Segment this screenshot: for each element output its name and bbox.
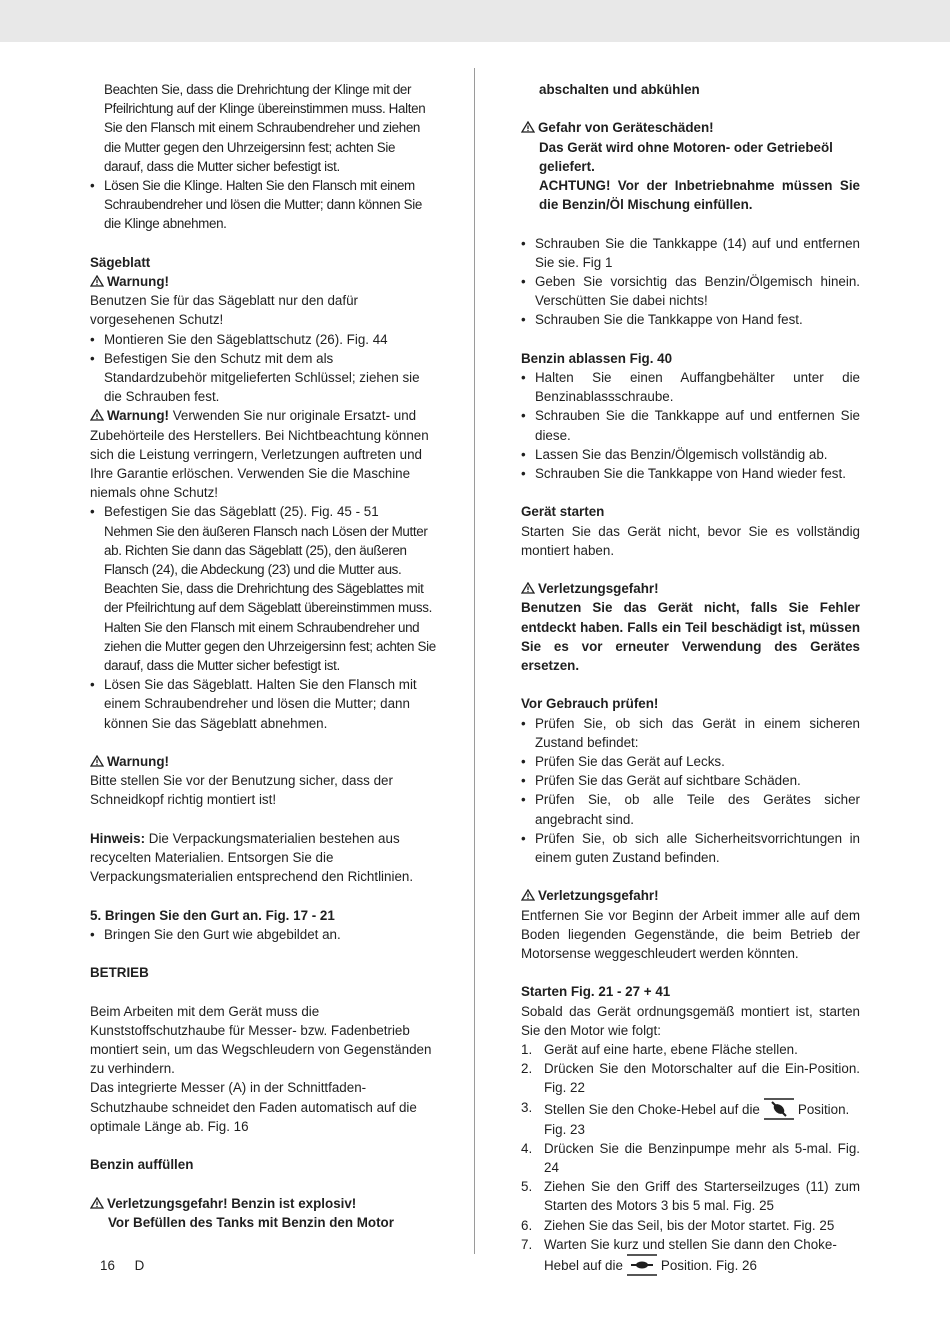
step-text: Drücken Sie den Motorschalter auf die Ein-Position. Fig. 22 (544, 1061, 860, 1096)
paragraph: Beim Arbeiten mit dem Gerät muss die Kunststoffschutzhaube für Messer- bzw. Fadenbetrieb montiert sein, um das Wegschleudern von Gegenständen zu verhindern. (90, 1003, 432, 1077)
choke-open-icon (626, 1254, 658, 1276)
warning-line (90, 752, 437, 771)
warning-label: Verletzungsgefahr! (538, 581, 659, 597)
bullet-item: • Schrauben Sie die Tankkappe auf und entfernen Sie diese. (521, 406, 860, 444)
note-label: Hinweis: (90, 830, 146, 846)
warning-text: Das Gerät wird ohne Motoren- oder Getriebeöl geliefert. (539, 139, 833, 174)
note-paragraph (90, 829, 437, 887)
warning-label: Gefahr von Geräteschäden! (538, 120, 714, 136)
section-heading: Gerät starten (521, 504, 605, 520)
paragraph: Beachten Sie, dass die Drehrichtung der Klinge mit der Pfeilrichtung auf der Klinge übereinstimmen muss. Halten Sie den Flansch mit einem Schraubendreher und ziehen die Mutter gegen den Uhrzeigersinn fest; achten Sie darauf, dass die Mutter sicher befestigt ist. (104, 82, 426, 174)
page-footer (100, 1256, 160, 1275)
bullet-item: • Befestigen Sie den Schutz mit dem als Standardzubehör mitgelieferten Schlüssel; ziehen sie die Schrauben fest. (90, 349, 437, 407)
bullet-item: • Befestigen Sie das Sägeblatt (25). Fig. 45 - 51 (90, 502, 437, 521)
warning-label: Verletzungsgefahr! Benzin ist explosiv! (107, 1195, 357, 1211)
bullet-item: • Prüfen Sie, ob sich das Gerät in einem sicheren Zustand befindet: (521, 714, 860, 752)
step-number: 7. (521, 1236, 533, 1252)
bullet-item: • Lösen Sie die Klinge. Halten Sie den Flansch mit einem Schraubendreher und lösen die Mutter; dann können Sie die Klinge abnehmen. (90, 176, 437, 234)
choke-closed-icon (763, 1098, 795, 1120)
language-code: D (134, 1258, 145, 1273)
bullet-item: • Schrauben Sie die Tankkappe von Hand fest. (521, 310, 860, 329)
numbered-step (521, 1216, 860, 1235)
paragraph: Das integrierte Messer (A) in der Schnittfaden-Schutzhaube schneidet den Faden automatisch auf die optimale Länge ab. Fig. 16 (90, 1080, 417, 1134)
warning-triangle-icon (521, 582, 535, 594)
step-text: Position. Fig. 26 (660, 1258, 757, 1274)
step-text: Gerät auf eine harte, ebene Fläche stellen. (544, 1042, 798, 1058)
warning-triangle-icon (521, 121, 535, 133)
bullet-continuation: Nehmen Sie den äußeren Flansch nach Lösen der Mutter ab. Richten Sie dann das Sägeblatt (25), den äußeren Flansch (24), die Abdeckung (23) und die Mutter aus. Beachten Sie, dass die Drehrichtung des Sägeblattes mit der Pfeilrichtung auf dem Sägeblatt übereinstimmen muss. Halten Sie den Flansch mit einem Schraubendreher und ziehen die Mutter gegen den Uhrzeigersinn fest; achten Sie darauf, dass die Mutter sicher befestigt ist. (104, 523, 436, 674)
section-heading: Benzin ablassen Fig. 40 (521, 350, 673, 366)
section-heading: Benzin auffüllen (90, 1157, 194, 1173)
numbered-step (521, 1059, 860, 1097)
step-number: 6. (521, 1217, 533, 1233)
bullet-item: • Prüfen Sie, ob sich alle Sicherheitsvorrichtungen in einem guten Zustand befinden. (521, 829, 860, 867)
warning-triangle-icon (90, 409, 104, 421)
bullet-item: • Prüfen Sie das Gerät auf sichtbare Schäden. (521, 771, 860, 790)
numbered-step (521, 1040, 860, 1059)
step-text: Drücken Sie die Benzinpumpe mehr als 5-mal. Fig. 24 (544, 1140, 860, 1176)
step-text: Ziehen Sie den Griff des Starterseilzuges (11) zum Starten des Motors 3 bis 5 mal. Fig. 25 (544, 1179, 860, 1214)
bullet-item: • Schrauben Sie die Tankkappe von Hand wieder fest. (521, 464, 860, 483)
paragraph: Sobald das Gerät ordnungsgemäß montiert ist, starten Sie den Motor wie folgt: (521, 1003, 860, 1038)
section-heading: Sägeblatt (90, 254, 151, 270)
step-number: 4. (521, 1140, 533, 1156)
section-heading: Vor Gebrauch prüfen! (521, 696, 659, 712)
numbered-step (521, 1235, 860, 1276)
step-text: Stellen Sie den Choke-Hebel auf die (544, 1101, 760, 1117)
warning-line (90, 272, 437, 291)
section-heading: 5. Bringen Sie den Gurt an. Fig. 17 - 21 (90, 907, 335, 923)
right-column (521, 80, 860, 1276)
warning-line (521, 886, 860, 905)
bullet-item: • Halten Sie einen Auffangbehälter unter die Benzinablassschraube. (521, 368, 860, 406)
warning-text: Vor Befüllen des Tanks mit Benzin den Motor (108, 1214, 394, 1230)
paragraph: Entfernen Sie vor Beginn der Arbeit immer alle auf dem Boden liegenden Gegenstände, die beim Betrieb der Motorsense weggeschleudert werden könnten. (521, 907, 860, 962)
bullet-item: • Schrauben Sie die Tankkappe (14) auf und entfernen Sie sie. Fig 1 (521, 234, 860, 272)
paragraph: Benutzen Sie für das Sägeblatt nur den dafür vorgesehenen Schutz! (90, 293, 358, 328)
step-number: 2. (521, 1061, 533, 1077)
bullet-item: • Lassen Sie das Benzin/Ölgemisch vollständig ab. (521, 445, 860, 464)
warning-triangle-icon (90, 275, 104, 287)
warning-text: ACHTUNG! Vor der Inbetriebnahme müssen Sie die Benzin/Öl Mischung einfüllen. (539, 178, 860, 213)
warning-label: Warnung! (107, 408, 169, 424)
paragraph: Bitte stellen Sie vor der Benutzung sicher, dass der Schneidkopf richtig montiert ist! (90, 773, 393, 808)
numbered-step (521, 1098, 860, 1139)
bullet-item: • Bringen Sie den Gurt wie abgebildet an. (90, 925, 437, 944)
warning-triangle-icon (521, 889, 535, 901)
step-text: Warten Sie kurz und stellen Sie dann den Choke-Hebel auf die (544, 1236, 837, 1274)
warning-text: abschalten und abkühlen (539, 82, 700, 97)
step-number: 1. (521, 1042, 533, 1058)
note-text: Die Verpackungsmaterialien bestehen aus recycelten Materialien. Entsorgen Sie die Verpackungsmaterialien entsprechend den Richtlinien. (90, 830, 414, 885)
top-band (0, 0, 950, 42)
numbered-step (521, 1139, 860, 1177)
column-divider (474, 68, 475, 1254)
warning-triangle-icon (90, 1197, 104, 1209)
step-number: 3. (521, 1099, 533, 1115)
warning-label: Warnung! (107, 754, 169, 770)
bullet-item: • Lösen Sie das Sägeblatt. Halten Sie den Flansch mit einem Schraubendreher und lösen die Mutter; dann können Sie das Sägeblatt abnehmen. (90, 675, 437, 733)
left-column (90, 80, 437, 1232)
warning-paragraph (90, 406, 437, 502)
step-text: Ziehen Sie das Seil, bis der Motor startet. Fig. 25 (544, 1217, 835, 1233)
warning-line (521, 579, 860, 598)
section-heading: Starten Fig. 21 - 27 + 41 (521, 984, 671, 1000)
paragraph: Starten Sie das Gerät nicht, bevor Sie es vollständig montiert haben. (521, 523, 860, 558)
warning-text: Benutzen Sie das Gerät nicht, falls Sie Fehler entdeckt haben. Falls ein Teil beschädigt ist, müssen Sie es vor erneuter Verwendung des Gerätes ersetzen. (521, 600, 860, 674)
warning-line (90, 1194, 437, 1213)
warning-text: Verwenden Sie nur originale Ersatzt- und Zubehörteile des Herstellers. Bei Nichtbeachtung können sich die Leistung verringern, Verletzungen auftreten und Ihre Garantie erlöschen. Verwenden Sie die Maschine niemals ohne Schutz! (90, 408, 429, 501)
step-number: 5. (521, 1179, 533, 1195)
bullet-item: • Geben Sie vorsichtig das Benzin/Ölgemisch hinein. Verschütten Sie dabei nichts! (521, 272, 860, 310)
step-text: Position. Fig. 23 (544, 1101, 850, 1137)
warning-label: Warnung! (107, 274, 169, 290)
bullet-item: • Montieren Sie den Sägeblattschutz (26). Fig. 44 (90, 330, 437, 349)
bullet-item: • Prüfen Sie das Gerät auf Lecks. (521, 752, 860, 771)
page-number: 16 (100, 1258, 115, 1273)
bullet-item: • Prüfen Sie, ob alle Teile des Gerätes sicher angebracht sind. (521, 790, 860, 828)
warning-label: Verletzungsgefahr! (538, 888, 659, 904)
section-heading: BETRIEB (90, 965, 149, 981)
numbered-step (521, 1177, 860, 1215)
warning-triangle-icon (90, 755, 104, 767)
warning-line (521, 118, 860, 137)
